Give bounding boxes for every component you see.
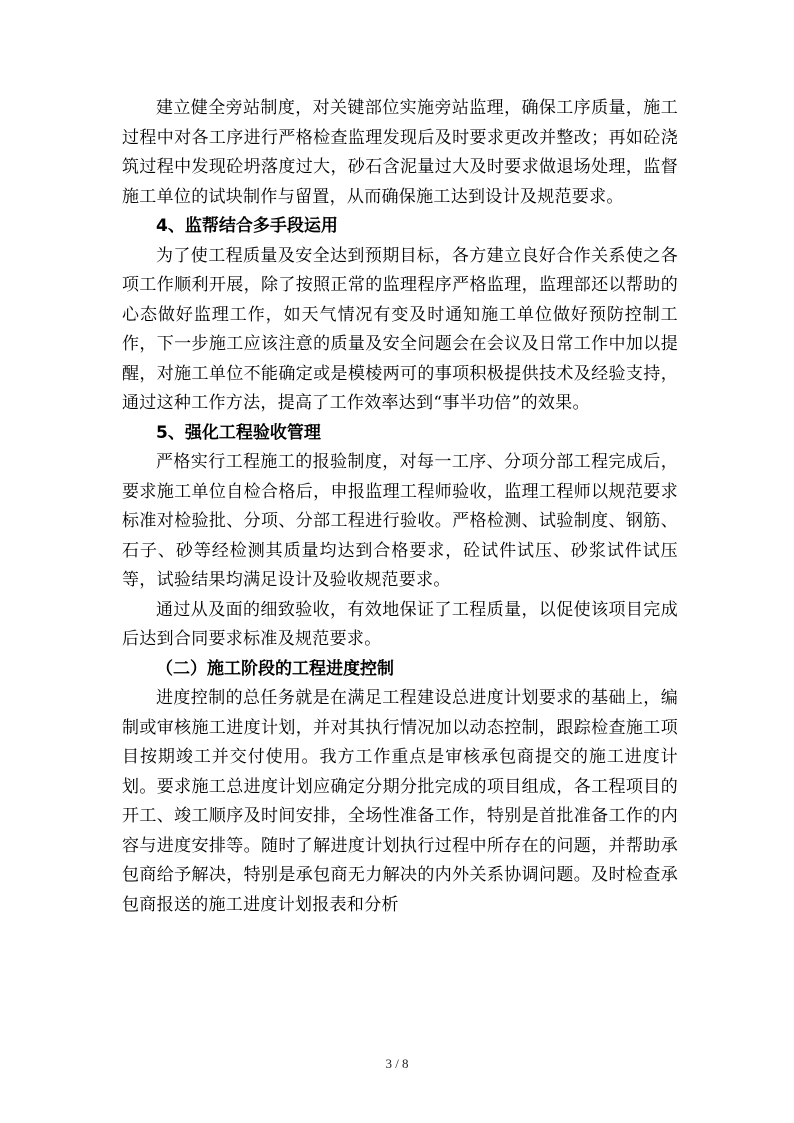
- paragraph-supervision-system: 建立健全旁站制度，对关键部位实施旁站监理，确保工序质量，施工过程中对各工序进行严格检查监理发现后及时要求更改并整改；再如砼浇筑过程中发现砼坍落度过大，砂石含泥量过大及时要求做退场处理，监督施工单位的试块制作与留置，从而确保施工达到设计及规范要求。: [122, 98, 678, 207]
- paragraph-acceptance-result: 通过从及面的细致验收，有效地保证了工程质量，以促使该项目完成后达到合同要求标准及规范要求。: [122, 599, 678, 649]
- section-heading-5: 5、强化工程验收管理: [156, 422, 321, 443]
- paragraph-cooperation: 为了使工程质量及安全达到预期目标，各方建立良好合作关系使之各项工作顺利开展，除了按照正常的监理程序严格监理，监理部还以帮助的心态做好监理工作，如天气情况有变及时通知施工单位做好预防控制工作，下一步施工应该注意的质量及安全问题会在会议及日常工作中加以提醒，对施工单位不能确定或是模棱两可的事项积极提供技术及经验支持，通过这种工作方法，提高了工作效率达到“事半功倍”的效果。: [122, 245, 678, 413]
- page-content: [122, 94, 678, 920]
- page-number: 3 / 8: [385, 1056, 409, 1071]
- section-heading-4: 4、监帮结合多手段运用: [156, 216, 338, 236]
- paragraph-acceptance: 严格实行工程施工的报验制度，对每一工序、分项分部工程完成后，要求施工单位自检合格后，申报监理工程师验收，监理工程师以规范要求标准对检验批、分项、分部工程进行验收。严格检测、试验制度、钢筋、石子、砂等经检测其质量均达到合格要求，砼试件试压、砂浆试件试压等，试验结果均满足设计及验收规范要求。: [122, 452, 678, 590]
- section-heading-progress-control: （二）施工阶段的工程进度控制: [156, 658, 394, 679]
- paragraph-progress-control: 进度控制的总任务就是在满足工程建设总进度计划要求的基础上，编制或审核施工进度计划，并对其执行情况加以动态控制，跟踪检查施工项目按期竣工并交付使用。我方工作重点是审核承包商提交的施工进度计划。要求施工总进度计划应确定分期分批完成的项目组成，各工程项目的开工、竣工顺序及时间安排，全场性准备工作，特别是首批准备工作的内容与进度安排等。随时了解进度计划执行过程中所存在的问题，并帮助承包商给予解决，特别是承包商无力解决的内外关系协调问题。及时检查承包商报送的施工进度计划报表和分析: [122, 688, 678, 915]
